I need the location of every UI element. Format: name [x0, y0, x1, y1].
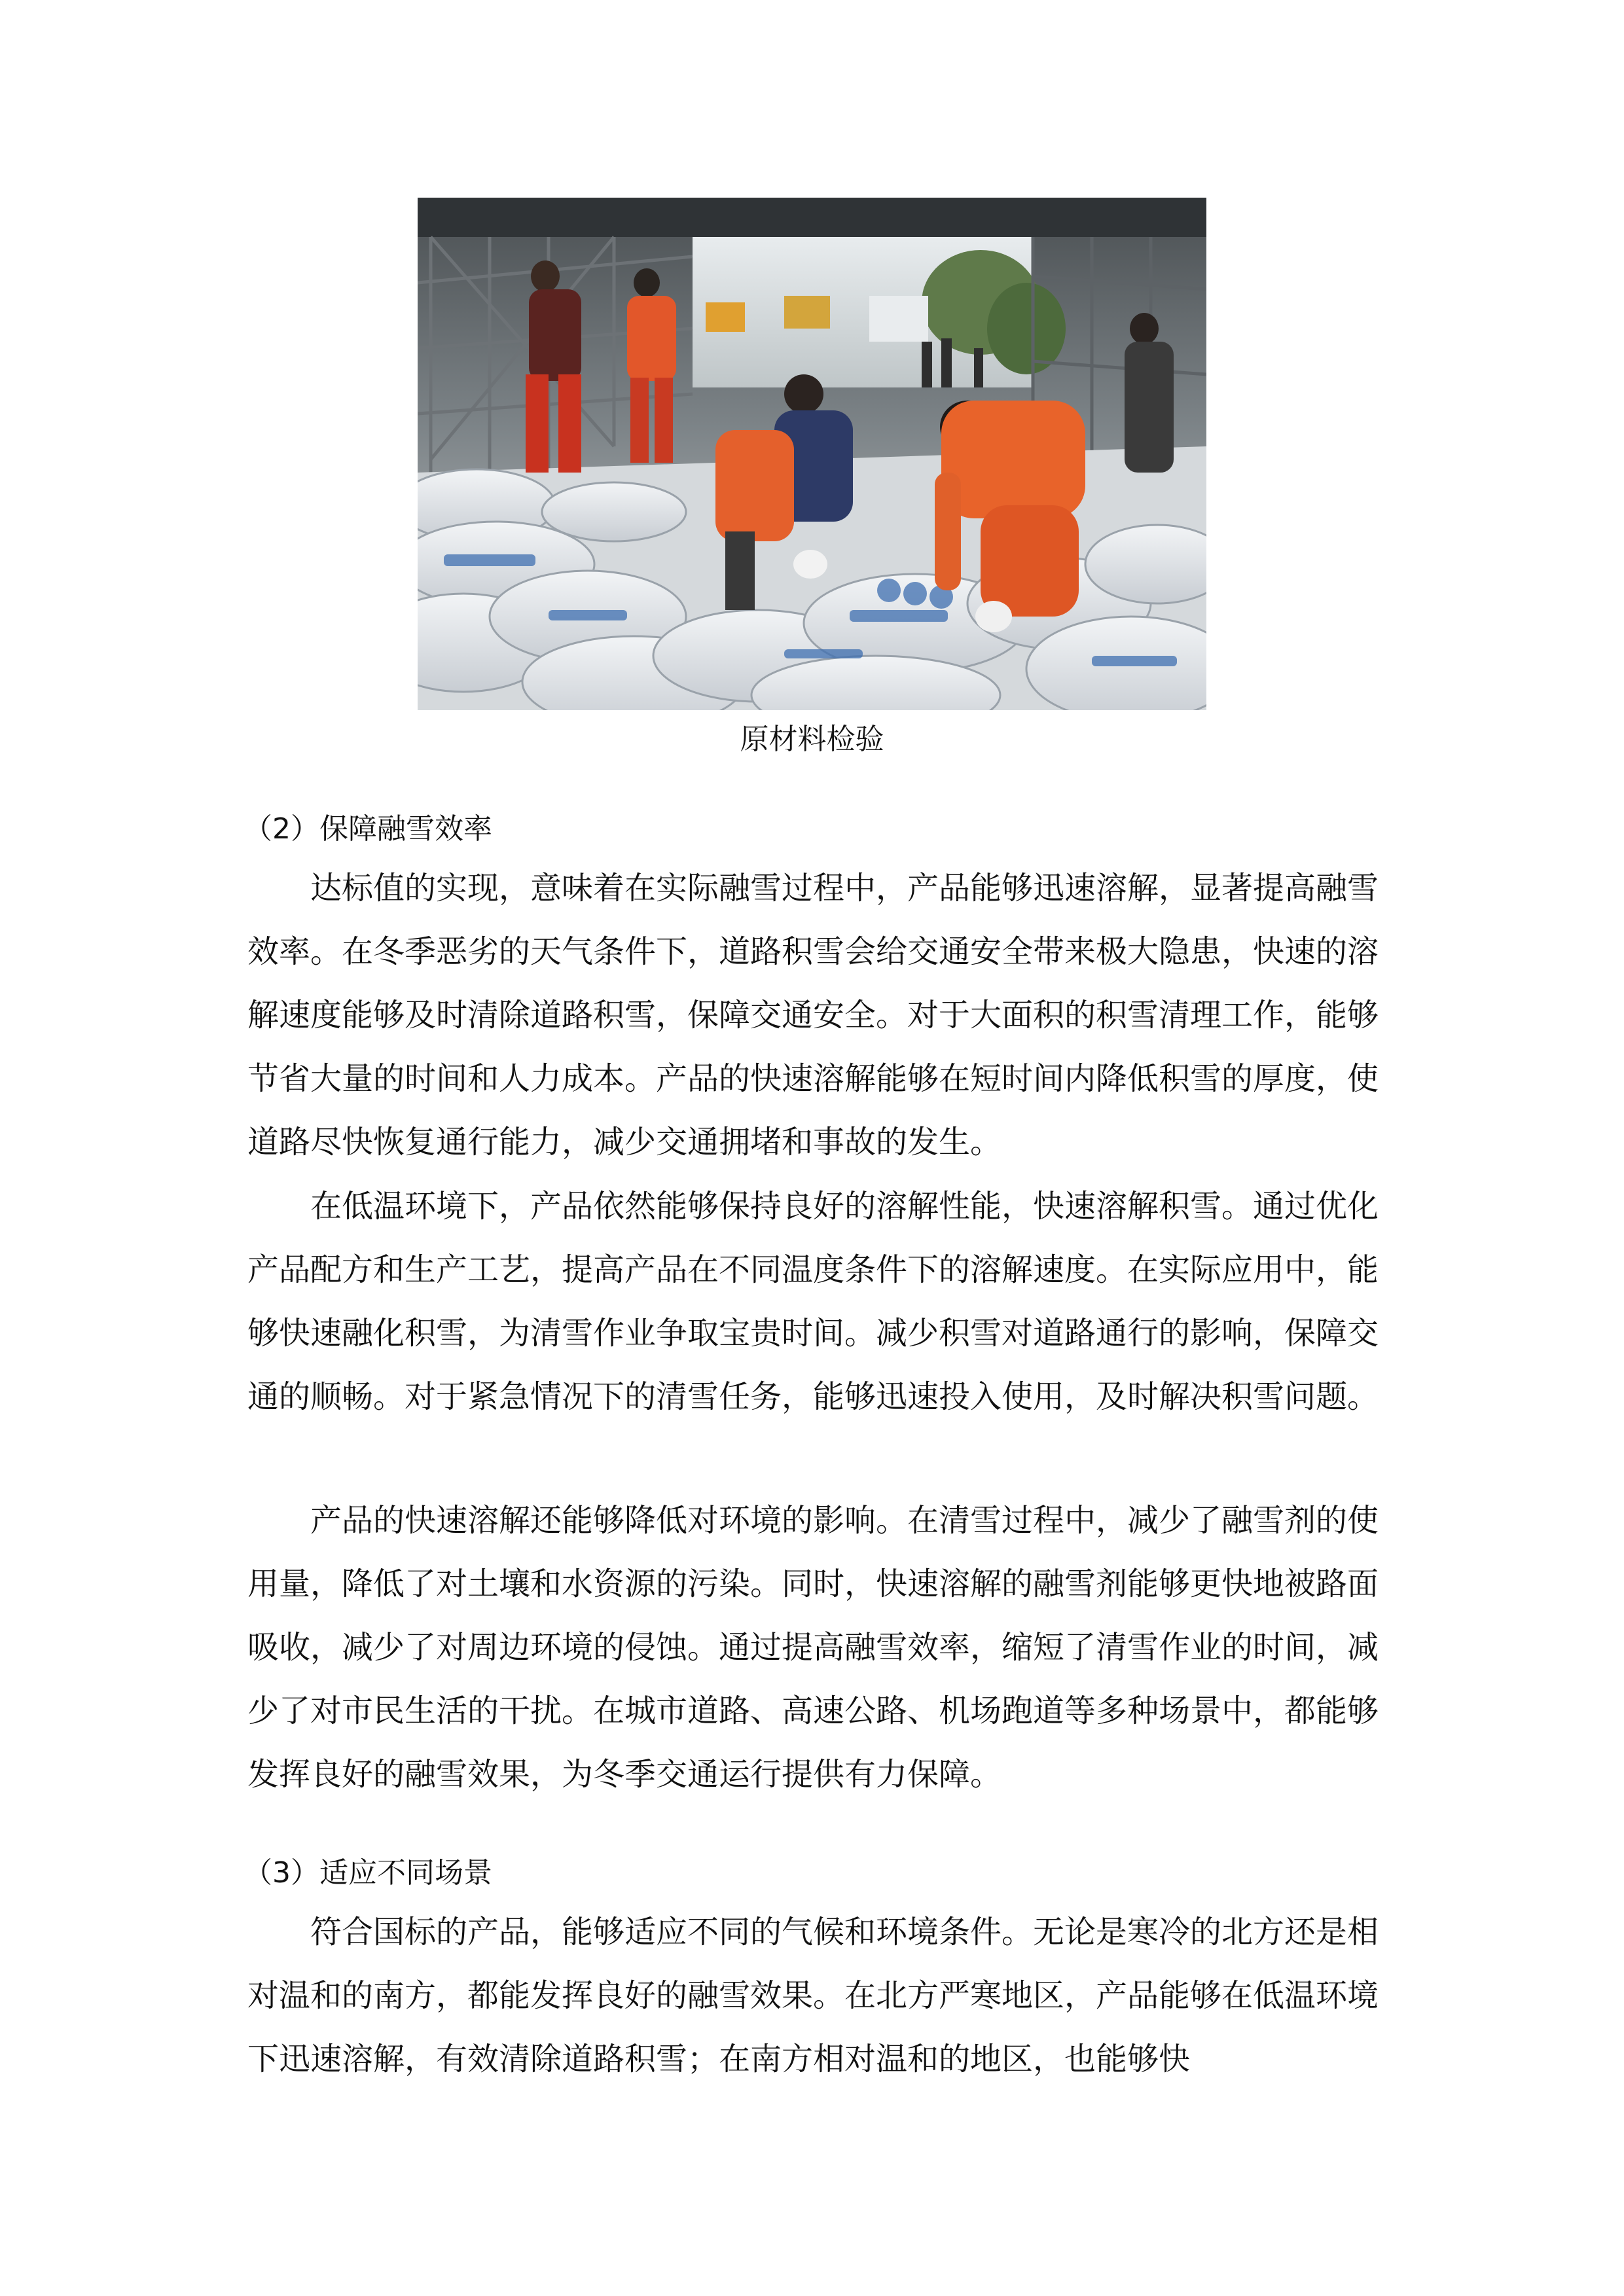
paragraph-3-1: 符合国标的产品，能够适应不同的气候和环境条件。无论是寒冷的北方还是相对温和的南方，都能发挥良好的融雪效果。在北方严寒地区，产品能够在低温环境下迅速溶解，有效清除道路积雪；在南方相对温和的地区，也能够快 — [247, 1914, 1379, 2077]
paragraph-2-1: 达标值的实现，意味着在实际融雪过程中，产品能够迅速溶解，显著提高融雪效率。在冬季恶劣的天气条件下，道路积雪会给交通安全带来极大隐患，快速的溶解速度能够及时清除道路积雪，保障交通安全。对于大面积的积雪清理工作，能够节省大量的时间和人力成本。产品的快速溶解能够在短时间内降低积雪的厚度，使道路尽快恢复通行能力，减少交通拥堵和事故的发生。 — [247, 870, 1379, 1160]
paragraph-2-2: 在低温环境下，产品依然能够保持良好的溶解性能，快速溶解积雪。通过优化产品配方和生产工艺，提高产品在不同温度条件下的溶解速度。在实际应用中，能够快速融化积雪，为清雪作业争取宝贵时间。减少积雪对道路通行的影响，保障交通的顺畅。对于紧急情况下的清雪任务，能够迅速投入使用，及时解决积雪问题。 — [247, 1188, 1379, 1415]
section-heading-2: （2）保障融雪效率 — [244, 812, 492, 846]
inspection-photo — [418, 198, 1206, 710]
paragraph-2-3: 产品的快速溶解还能够降低对环境的影响。在清雪过程中，减少了融雪剂的使用量，降低了对土壤和水资源的污染。同时，快速溶解的融雪剂能够更快地被路面吸收，减少了对周边环境的侵蚀。通过提高融雪效率，缩短了清雪作业的时间，减少了对市民生活的干扰。在城市道路、高速公路、机场跑道等多种场景中，都能够发挥良好的融雪效果，为冬季交通运行提供有力保障。 — [247, 1502, 1379, 1793]
figure-caption: 原材料检验 — [740, 723, 884, 756]
photo-workers-inspecting-salt-bags — [418, 198, 1206, 710]
section-heading-3: （3）适应不同场景 — [244, 1856, 492, 1890]
